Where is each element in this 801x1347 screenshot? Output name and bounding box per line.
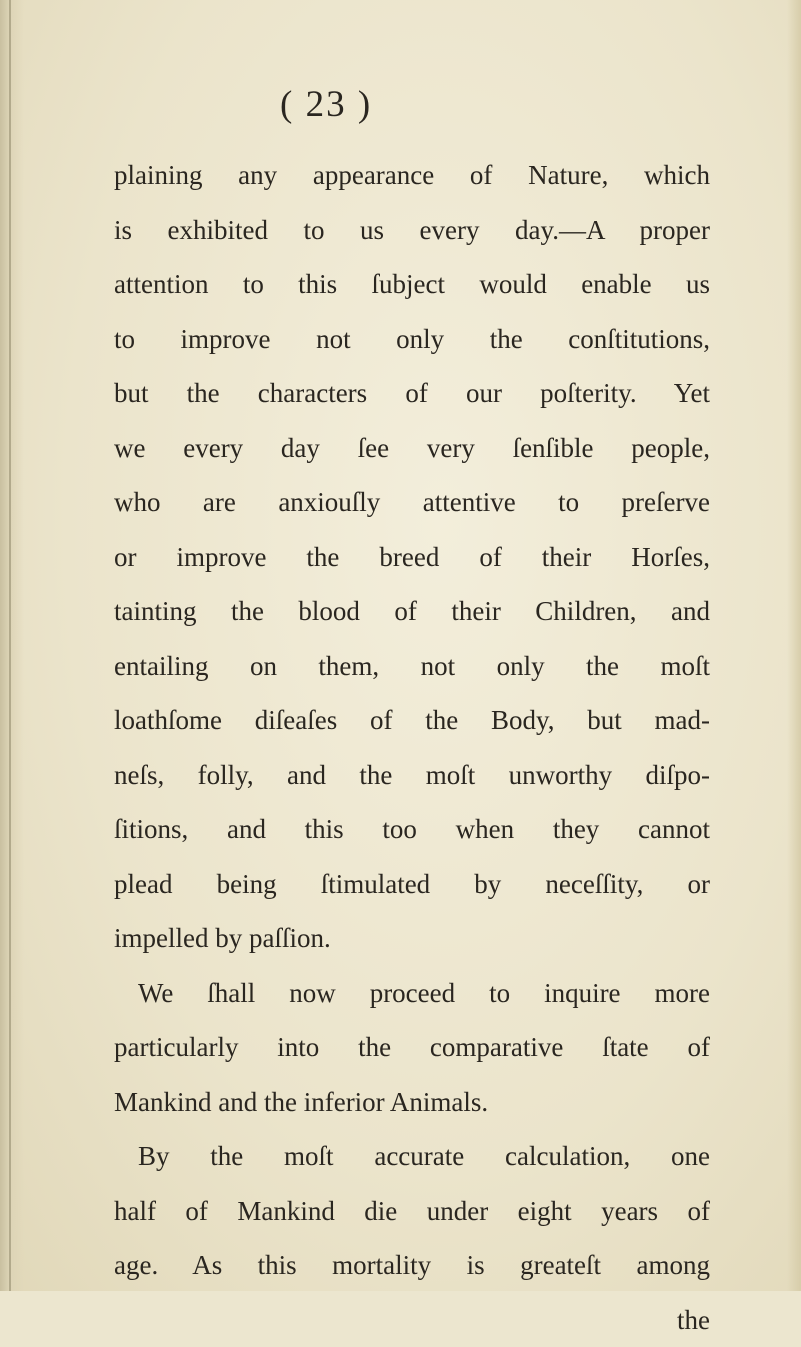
page-right-edge [787, 0, 801, 1291]
text-line: half of Mankind die under eight years of [114, 1184, 710, 1239]
text-line-paragraph-start: By the moſt accurate calculation, one [114, 1129, 710, 1184]
text-line-paragraph-end: impelled by paſſion. [114, 911, 710, 966]
text-line: age. As this mortality is greateſt among [114, 1238, 710, 1293]
text-line: particularly into the comparative ſtate of [114, 1020, 710, 1075]
text-line: neſs, folly, and the moſt unworthy diſpo- [114, 748, 710, 803]
catchword: the [114, 1293, 710, 1347]
text-line: tainting the blood of their Children, and [114, 584, 710, 639]
text-line-paragraph-end: Mankind and the inferior Animals. [114, 1075, 710, 1130]
text-line: loathſome diſeaſes of the Body, but mad- [114, 693, 710, 748]
text-line: plead being ſtimulated by neceſſity, or [114, 857, 710, 912]
text-line: but the characters of our poſterity. Yet [114, 366, 710, 421]
text-line: who are anxiouſly attentive to preſerve [114, 475, 710, 530]
binding-shadow-line [9, 0, 11, 1291]
text-line: entailing on them, not only the moſt [114, 639, 710, 694]
text-line: attention to this ſubject would enable us [114, 257, 710, 312]
text-line: or improve the breed of their Horſes, [114, 530, 710, 585]
text-line: ſitions, and this too when they cannot [114, 802, 710, 857]
text-line: plaining any appearance of Nature, which [114, 148, 710, 203]
text-line: to improve not only the conſtitutions, [114, 312, 710, 367]
page-binding-edge [0, 0, 24, 1291]
page-number: ( 23 ) [280, 83, 372, 127]
text-line: is exhibited to us every day.—A proper [114, 203, 710, 258]
text-line-paragraph-start: We ſhall now proceed to inquire more [114, 966, 710, 1021]
text-line: we every day ſee very ſenſible people, [114, 421, 710, 476]
body-text [114, 148, 710, 1347]
